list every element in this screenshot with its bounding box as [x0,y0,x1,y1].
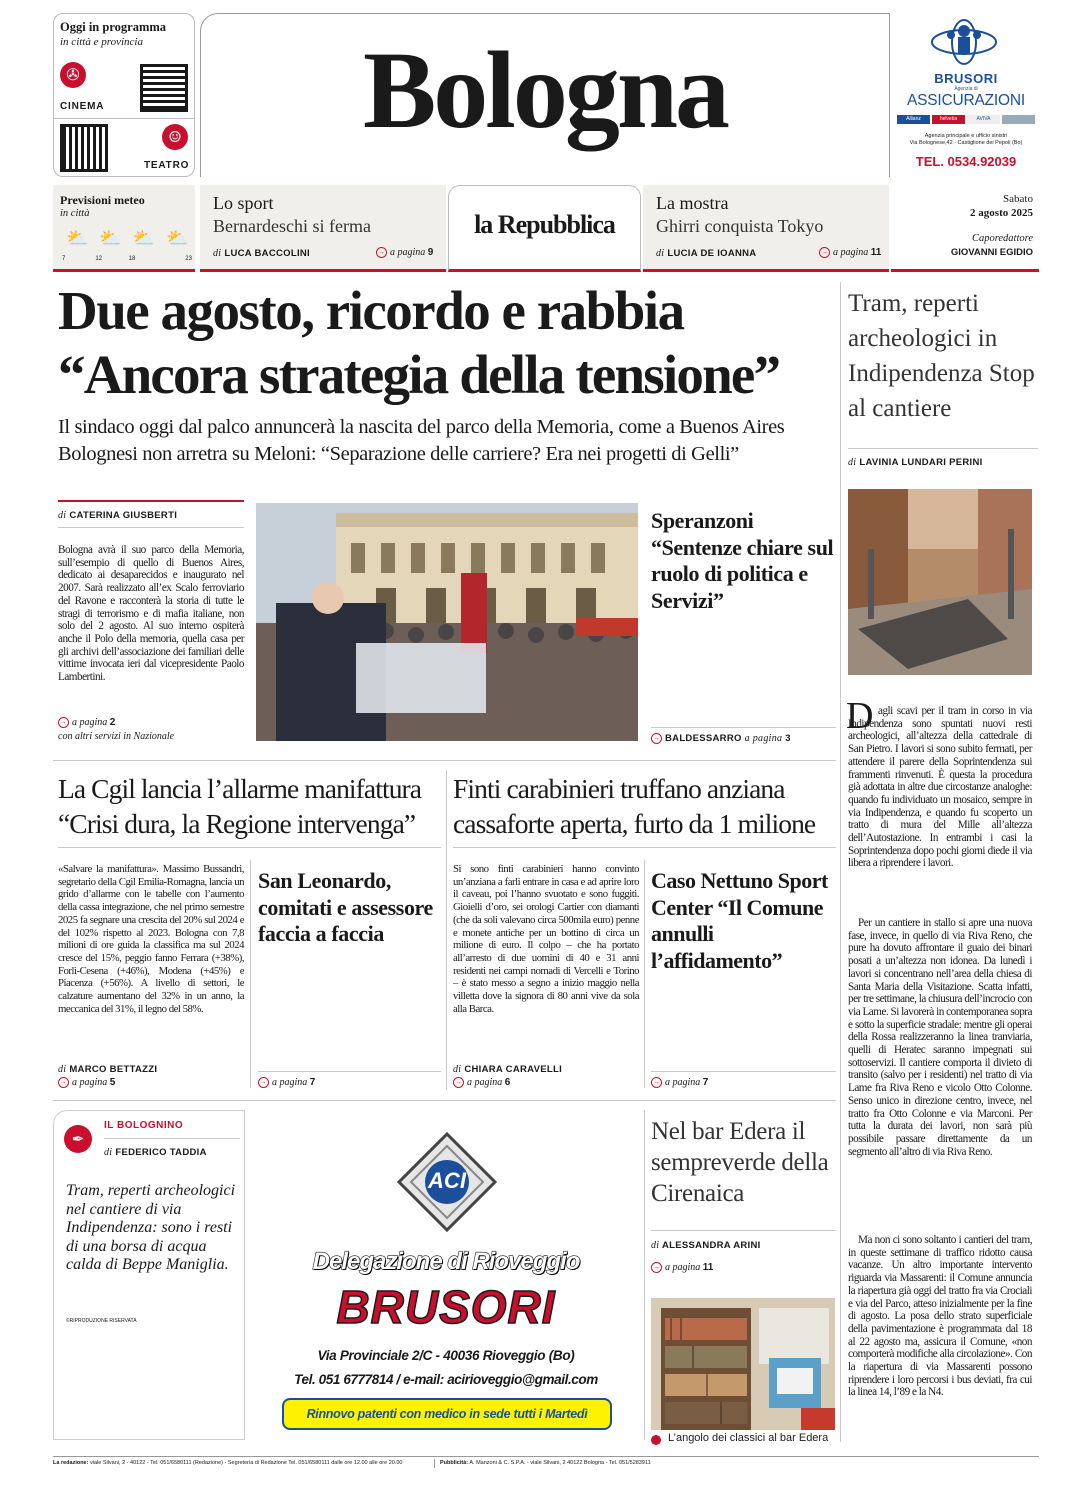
carabinieri-byline [453,1064,562,1075]
nettuno-separator [644,860,645,1088]
bolognino-byline [104,1147,207,1158]
speranzoni-byline[interactable] [651,733,791,744]
bolognino-text[interactable]: Tram, reperti archeologici nel cantiere di via Indipendenza: sono i resti di una borsa di acqua calda di Beppe Maniglia. [66,1182,236,1273]
insurance-subtitle: ASSICURAZIONI [907,92,1025,109]
lead-page: 2 [109,717,116,728]
tram-photo[interactable] [848,489,1032,675]
mostra-page: 11 [870,247,882,258]
weather-slot-afternoon [129,226,159,262]
row2-rule [53,760,836,761]
sanleonardo-separator [250,860,251,1088]
aci-brand: BRUSORI [336,1281,556,1333]
weather-hour: 18 [128,256,136,262]
cinema-icon[interactable]: ✇ [60,62,86,88]
pageref-prefix: a pagina [665,1077,701,1088]
cgil-page: 5 [109,1077,116,1088]
weather-hour: 12 [95,256,103,262]
aci-banner: Rinnovo patenti con medico in sede tutti i Martedì [282,1398,612,1430]
mostra-pageref[interactable] [819,247,881,258]
weather-icons [62,226,192,262]
tram-body-1: agli scavi per il tram in corso in via Indipendenza sono spuntati nuovi resti archeologici, all’altezza della cattedrale di San Pietro. I lavori si sono subito fermati, per attendere il parere della Soprintendenza sui frammenti rinvenuti. È questa la procedura già adottata in altre due circostanze analoghe: quando fu individuato un mosaico, sempre in via Indipendenza, e quando fu scoperto un tratto di mura del Mille all’altezza dell’Autostazione. In entrambi i casi la Soprintendenza dopo pochi giorni diede il via libera a riprendere i lavori. [848,705,1032,870]
tram-dropcap: D [846,695,874,737]
sport-headline: Bernardeschi si ferma [213,216,371,236]
partner-allianz: Allianz [897,115,930,124]
speranzoni-page: 3 [785,733,791,745]
pageref-prefix: a pagina [390,247,426,258]
edera-caption: L’angolo dei classici al bar Edera [668,1432,829,1444]
weather-slot-morning [62,226,92,262]
sanleonardo-page: 7 [309,1077,316,1088]
partly-cloudy-icon: ⛅ [99,228,122,249]
date-full: 2 agosto 2025 [970,207,1033,219]
lead-pageref[interactable] [58,717,115,728]
weather-subtitle: in città [60,208,90,219]
arrow-icon: → [60,718,67,727]
byline-prefix: di [58,1064,67,1075]
aci-contact: Tel. 051 6777814 / e-mail: acirioveggio@gmail.com [294,1372,598,1387]
insurance-logo-icon [929,17,999,67]
sport-teaser[interactable] [200,185,446,272]
program-subtitle: in città e provincia [60,36,143,48]
footer-rule [53,1456,1039,1457]
editor-role: Caporedattore [971,233,1033,244]
date-day: Sabato [1003,193,1033,205]
edera-photo[interactable] [651,1298,835,1430]
bolognino-rule [104,1138,240,1139]
carabinieri-author: CHIARA CARAVELLI [464,1064,563,1075]
mostra-kicker: La mostra [656,193,729,213]
partly-cloudy-icon: ⛅ [165,228,189,249]
arrow-icon: → [378,248,385,257]
footer-right [440,1460,651,1466]
lead-more[interactable]: con altri servizi in Nazionale [58,731,175,742]
cgil-author: MARCO BETTAZZI [69,1064,158,1075]
footer-divider [434,1459,435,1468]
speranzoni-author: BALDESSARRO [665,733,742,745]
byline-prefix: di [656,248,665,259]
byline-prefix: di [453,1064,462,1075]
bolognino-label: IL BOLOGNINO [104,1120,184,1131]
insurance-address-1: Agenzia principale e ufficio sinistri [924,133,1008,139]
dateline-box [891,185,1039,272]
carabinieri-body: Si sono finti carabinieri hanno convinto un’anziana a farli entrare in casa e ad aprire loro il caveau, poi l’hanno svuotato e sono fuggiti. Gioielli d’oro, sei orologi Cartier con diamanti (che da soli valevano circa 500mila euro) penne e monete antiche per un bottino di circa un milione di euro. Il colpo – che ha portato all’arresto di due uomini di 40 e 31 anni residenti nei campi nomadi di Vercelli e Torino – è stato messo a segno a inizio maggio nella villetta dove la signora di 80 anni vive da sola alla Barca. [453,863,639,1015]
commemoration-photo-image [256,503,638,741]
sport-page: 9 [427,247,434,258]
lead-author: CATERINA GIUSBERTI [69,510,178,521]
excavation-photo-image [848,489,1032,675]
pageref-prefix: a pagina [744,733,783,745]
program-title: Oggi in programma [60,20,167,34]
program-divider [54,118,194,119]
masthead-title: Bologna [362,29,728,151]
weather-hour: 7 [62,256,66,262]
cinema-label[interactable]: CINEMA [60,101,105,112]
nettuno-pageref[interactable] [651,1077,708,1088]
tram-rule [848,448,1038,449]
edera-byline [651,1240,761,1251]
lead-body: Bologna avrà il suo parco della Memoria, sull’esempio di quello di Buenos Aires, dedicato ai desaparecidos e inaugurato nel 2007. Sarà realizzato all’ex Scalo ferroviario del Ravone e racconterà la storia di tutte le stragi di terrorismo e di mafia italiane, non solo del 2 agosto. Al suo interno ospiterà anche il Polo della memoria, quella casa per gli archivi dell’associazione dei familiari delle vittime invocata ieri dal vicepresidente Paolo Lambertini. [58,544,244,684]
edera-separator [644,1110,645,1440]
tram-author: LAVINIA LUNDARI PERINI [859,457,983,468]
carabinieri-headline-2[interactable]: cassaforte aperta, furto da 1 milione [453,808,816,839]
arrow-icon: → [653,1263,660,1272]
insurance-tagline: Agenzia di [954,86,978,92]
tram-body-2: Per un cantiere in stallo si apre una nuova fase, invece, in quello di via Riva Reno, che pure ha dovuto affrontare il guaio dei binari posati a un’altezza non idonea. Da lunedì i lavori si concentrano nell’area della chiesa di Santa Maria della Visitazione. Scatta infatti, per tre settimane, la chiusura dell’incrocio con via Lame. Si lavorerà in contemporanea sopra e sotto la superficie stradale: mentre gli operai della Rossa realizzeranno la linea tranviaria, quelli di Heratec saranno impegnati sui sottoservizi. Il cantiere comporta il divieto di transito (salvo per i residenti) nel tratto di via Lame fra Riva Reno e vicolo Otto Colonne. Senso unico in direzione centro, invece, nel tratto fra Otto Colonne e via Marconi. Per tutta la durata dei lavori, non sarà più possibile passare direttamente da un segmento all’altro di via Riva Reno. [848,917,1032,1158]
edera-author: ALESSANDRA ARINI [661,1240,761,1251]
sport-pageref[interactable] [376,247,433,258]
lead-headline-1[interactable]: Due agosto, ricordo e rabbia [58,280,684,341]
bolognino-box [53,1110,245,1440]
partner-helvetia: helvetia [932,115,965,124]
tram-headline[interactable]: Tram, reperti archeologici in Indipendenza Stop al cantiere [848,290,1035,422]
arrow-icon: → [653,1078,660,1087]
sport-kicker: Lo sport [213,193,274,213]
cinema-qr-code[interactable] [140,64,188,112]
lead-byline-rule [58,527,244,528]
teatro-icon[interactable]: ☺ [162,124,188,150]
sanleonardo-rule [258,1071,441,1072]
footer-left-label: La redazione: [53,1460,89,1466]
nettuno-rule [651,1071,836,1072]
carabinieri-rule [453,847,836,848]
arrow-icon: → [60,1078,67,1087]
editor-name: GIOVANNI EGIDIO [950,247,1033,258]
partly-cloudy-icon: ⛅ [132,228,156,249]
pageref-prefix: a pagina [833,247,869,258]
repubblica-logo[interactable]: la Repubblica [474,210,615,239]
insurance-brand: BRUSORI [934,71,998,86]
mostra-headline: Ghirri conquista Tokyo [656,216,824,236]
partner-aviva: AVIVA [967,115,1000,124]
lead-photo[interactable] [256,503,638,741]
byline-prefix: di [213,248,222,259]
lead-deck-2: Bolognesi non arretra su Meloni: “Separazione delle carriere? Era nei progetti di Gelli” [58,443,739,465]
row2-separator [446,770,447,1090]
pageref-prefix: a pagina [665,1262,701,1273]
aci-advert[interactable] [252,1110,640,1440]
lead-headline-2[interactable]: “Ancora strategia della tensione” [58,344,780,405]
pageref-prefix: a pagina [272,1077,308,1088]
arrow-icon: → [455,1078,462,1087]
byline-prefix: di [58,510,67,521]
aci-logo: ACI [428,1168,466,1193]
speranzoni-rule [651,727,836,728]
arrow-icon: → [821,248,828,257]
aci-address: Via Provinciale 2/C - 40036 Rioveggio (Bo) [317,1348,575,1363]
cgil-body: «Salvare la manifattura». Massimo Bussandri, segretario della Cgil Emilia-Romagna, lancia un grido d’allarme con le tabelle con l’aumento della cassa integrazione, che nel primo semestre 2025 fa segnare una crescita del 20% sul 2024 e del 102% rispetto al 2023. Bologna con 7,8 milioni di ore guida la classifica ma sul 2024 cresce del 15%, peggio fanno Ferrara (+38%), Forlì-Cesena (+46%), Modena (+45%) e Piacenza (+56%). A livello di settori, le calzature aumentano del 32% in un anno, la meccanica del 31%, il legno del 58%. [58,863,244,1015]
bookshelf-photo-image [651,1298,835,1430]
pageref-prefix: a pagina [72,717,108,728]
arrow-icon: → [260,1078,267,1087]
carabinieri-page: 6 [504,1077,511,1088]
cgil-headline-2[interactable]: “Crisi dura, la Regione intervenga” [58,808,416,839]
row3-rule [53,1100,836,1101]
mostra-byline [656,248,756,259]
teatro-qr-code[interactable] [60,124,108,172]
edera-headline[interactable]: Nel bar Edera il sempreverde della Cirenaica [651,1118,829,1207]
weather-title: Previsioni meteo [60,193,145,207]
footer-right-label: Pubblicità: [440,1460,469,1466]
carabinieri-headline-1[interactable]: Finti carabinieri truffano anziana [453,773,785,804]
bolognino-author: FEDERICO TADDIA [115,1147,207,1158]
pageref-prefix: a pagina [467,1077,503,1088]
weather-slot-night [162,226,192,262]
carabinieri-pageref[interactable] [453,1077,510,1088]
speranzoni-headline[interactable]: Speranzoni “Sentenze chiare sul ruolo di politica e Servizi” [651,508,834,613]
insurance-partners [897,115,1035,124]
footer-right-text: A. Manzoni & C. S.P.A. - viale Silvani, 2 40122 Bologna - Tel. 051/5283911 [469,1460,651,1466]
cgil-rule [58,847,441,848]
footer-left [53,1460,402,1466]
teatro-label[interactable]: TEATRO [144,160,190,171]
lead-deck-1: Il sindaco oggi dal palco annuncerà la nascita del parco della Memoria, come a Buenos Aires [58,416,785,438]
weather-hour: 23 [185,256,192,262]
nettuno-page: 7 [702,1077,709,1088]
insurance-ad[interactable] [893,13,1039,177]
sanleonardo-pageref[interactable] [258,1077,315,1088]
sanleonardo-headline[interactable]: San Leonardo, comitati e assessore faccia a faccia [258,868,433,946]
sport-byline [213,248,310,259]
cgil-byline [58,1064,157,1075]
mostra-teaser[interactable] [643,185,889,272]
insurance-address-2: Via Bolognese,42 - Castiglione dei Pepoli (Bo) [909,140,1023,146]
byline-prefix: di [651,1240,660,1251]
sport-author: LUCA BACCOLINI [224,248,310,259]
tram-body-3: Ma non ci sono soltanto i cantieri del tram, in queste settimane di traffico ridotto causa vacanze. Un altro importante intervento riguarda via Massarenti: il Comune annuncia la riapertura già oggi del tratto fra via Crociali e via del Parco, atteso inizialmente per la fine di agosto. La posa dello strato superficiale della pavimentazione è programmata dal 18 al 22 agosto ma, assicura il Comune, «non comporterà modifiche alla circolazione». Con la riapertura di via Massarenti possono riprendere i loro percorsi i bus deviati, fra cui la linea 14, l’89 e la N4. [848,1234,1032,1399]
nettuno-headline[interactable]: Caso Nettuno Sport Center “Il Comune annulli l’affidamento” [651,868,828,973]
cgil-pageref[interactable] [58,1077,115,1088]
partly-cloudy-icon: ⛅ [66,228,89,249]
cgil-headline-1[interactable]: La Cgil lancia l’allarme manifattura [58,773,422,804]
mostra-author: LUCIA DE IOANNA [667,248,757,259]
partner-logo [1002,115,1035,124]
weather-slot-midday [95,226,125,262]
arrow-icon: → [652,735,661,742]
pageref-prefix: a pagina [72,1077,108,1088]
lead-rule [58,500,244,502]
pen-icon: ✒ [64,1125,92,1153]
aci-delegation: Delegazione di Rioveggio [312,1248,580,1275]
footer-left-text: viale Silvani, 2 - 40122 - Tel. 051/6580111 (Redazione) - Segreteria di Redazione Tel. 051/6580111 dalle ore 12.00 alle ore 20.00 [89,1460,403,1466]
edera-pageref[interactable] [651,1262,713,1273]
edera-rule [651,1230,836,1231]
insurance-phone[interactable]: TEL. 0534.92039 [915,154,1017,169]
byline-prefix: di [104,1147,113,1158]
edera-page: 11 [702,1262,714,1273]
byline-prefix: di [848,457,857,468]
camera-icon [651,1435,661,1445]
lead-byline [58,510,177,521]
right-column-separator [840,282,841,1442]
bolognino-rights: ©RIPRODUZIONE RISERVATA [66,1318,137,1324]
tram-byline [848,457,983,468]
